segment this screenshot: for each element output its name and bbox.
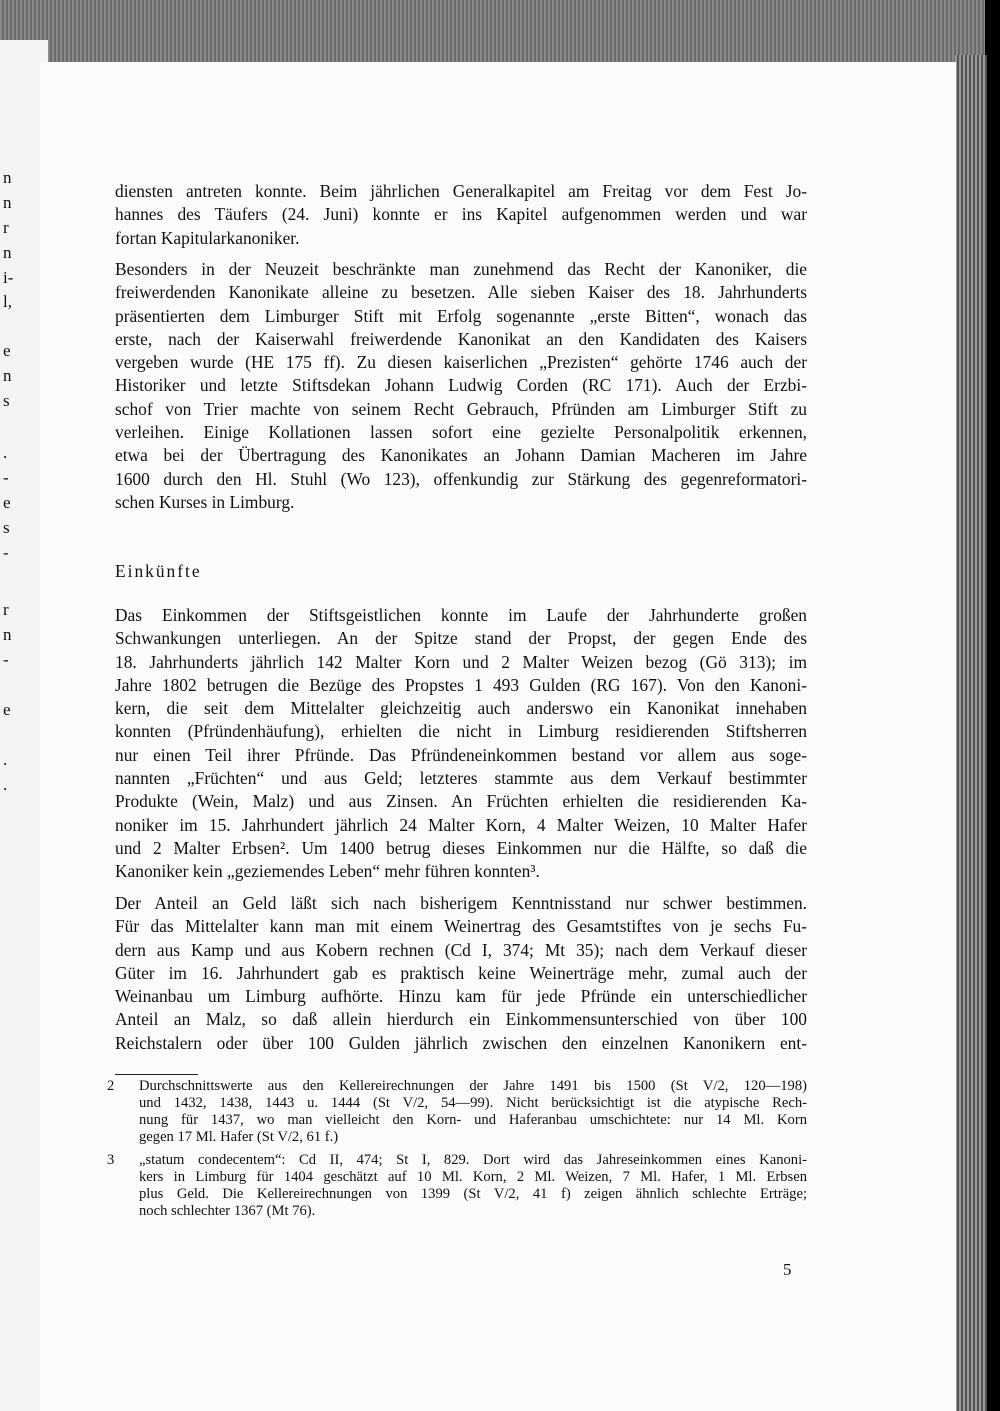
text-line: kern, die seit dem Mittelalter gleichzeitig auch anderswo ein Kanonikat innehaben xyxy=(115,698,807,719)
text-line: nur einen Teil ihrer Pfründe. Das Pfründeneinkommen bestand vor allem aus soge- xyxy=(115,744,807,765)
text-line: Schwankungen unterliegen. An der Spitze stand der Propst, der gegen Ende des xyxy=(115,628,807,649)
text-line: und 2 Malter Erbsen². Um 1400 betrug dieses Einkommen nur die Hälfte, so daß die xyxy=(115,837,807,858)
paragraph xyxy=(115,258,807,514)
section-heading: Einkünfte xyxy=(115,561,202,581)
text-line: Besonders in der Neuzeit beschränkte man zunehmend das Recht der Kanoniker, die xyxy=(115,259,807,279)
left-page-text-fragment: n xyxy=(3,243,12,262)
text-line: verleihen. Einige Kollationen lassen sofort eine gezielte Personalpolitik erkennen, xyxy=(115,422,807,443)
text-line: 1600 durch den Hl. Stuhl (Wo 123), offenkundig zur Stärkung des gegenreformatori- xyxy=(115,468,807,489)
left-page-text-fragment: l, xyxy=(3,292,12,311)
footnote-number: 3 xyxy=(107,1152,115,1168)
text-line: Für das Mittelalter kann man mit einem Weinertrag des Gesamtstiftes von je sechs Fu- xyxy=(115,916,807,937)
left-page-text-fragment: - xyxy=(3,650,9,669)
page-number: 5 xyxy=(783,1260,792,1279)
text-line: Produkte (Wein, Malz) und aus Zinsen. An Früchten erhielten die residierenden Ka- xyxy=(115,791,807,812)
text-line: Der Anteil an Geld läßt sich nach bisherigem Kenntnisstand nur schwer bestimmen. xyxy=(115,893,807,913)
footnote-number: 2 xyxy=(107,1078,115,1094)
text-line: schof von Trier machte von seinem Recht Gebrauch, Pfründen am Limburger Stift zu xyxy=(115,398,807,419)
left-page-text-fragment: r xyxy=(3,218,9,237)
left-page-text-fragment: s xyxy=(3,518,10,537)
text-line: Historiker und letzte Stiftsdekan Johann Ludwig Corden (RC 171). Auch der Erzbi- xyxy=(115,375,807,396)
text-line: diensten antreten konnte. Beim jährlichen Generalkapitel am Freitag vor dem Fest Jo- xyxy=(115,181,807,201)
paragraph xyxy=(115,180,807,250)
text-line: plus Geld. Die Kellereirechnungen von 1399 (St V/2, 41 f) zeigen ähnlich schlechte Erträge; xyxy=(139,1186,807,1202)
left-page-text-fragment: r xyxy=(3,600,9,619)
left-page-text-fragment: - xyxy=(3,543,9,562)
text-line: fortan Kapitularkanoniker. xyxy=(115,227,300,248)
text-line: Anteil an Malz, so daß allein hierdurch ein Einkommensunterschied von über 100 xyxy=(115,1009,807,1030)
paragraph xyxy=(115,892,807,1055)
text-line: gegen 17 Ml. Hafer (St V/2, 61 f.) xyxy=(139,1129,339,1145)
book-top-edge xyxy=(0,0,985,64)
left-page-text-fragment: . xyxy=(3,775,8,794)
text-line: dern aus Kamp und aus Kobern rechnen (Cd I, 374; Mt 35); nach dem Verkauf dieser xyxy=(115,939,807,960)
text-line: noch schlechter 1367 (Mt 76). xyxy=(139,1203,316,1219)
left-page-text-fragment: n xyxy=(3,193,12,212)
left-page-text-fragment: i- xyxy=(3,268,14,287)
left-page-text-fragment: n xyxy=(3,625,12,644)
text-line: Durchschnittswerte aus den Kellereirechnungen der Jahre 1491 bis 1500 (St V/2, 120—198) xyxy=(139,1078,807,1094)
footnote-body xyxy=(139,1152,807,1220)
text-line: 18. Jahrhunderts jährlich 142 Malter Korn und 2 Malter Weizen bezog (Gö 313); im xyxy=(115,651,807,672)
text-line: Kanoniker kein „geziemendes Leben“ mehr führen konnten³. xyxy=(115,861,540,882)
footnote xyxy=(107,1078,807,1146)
text-line: und 1432, 1438, 1443 u. 1444 (St V/2, 54—99). Nicht berücksichtigt ist die atypische Rech- xyxy=(139,1095,807,1111)
text-line: erste, nach der Kaiserwahl freiwerdende Kanonikat an den Kandidaten des Kaisers xyxy=(115,328,807,349)
text-line: noniker im 15. Jahrhundert jährlich 24 Malter Korn, 4 Malter Weizen, 10 Malter Hafer xyxy=(115,814,807,835)
left-page-text-fragment: s xyxy=(3,391,10,410)
text-line: konnten (Pfründenhäufung), erhielten die nicht in Limburg residierenden Stiftsherren xyxy=(115,721,807,742)
text-line: nung für 1437, wo man vielleicht den Korn- und Haferanbau umschichtete: nur 14 Ml. Korn xyxy=(139,1112,807,1128)
paragraph xyxy=(115,604,807,884)
text-line: schen Kurses in Limburg. xyxy=(115,491,295,512)
text-line: hannes des Täufers (24. Juni) konnte er ins Kapitel aufgenommen werden und war xyxy=(115,204,807,225)
text-line: Das Einkommen der Stiftsgeistlichen konnte im Laufe der Jahrhunderte großen xyxy=(115,605,807,625)
text-line: etwa bei der Übertragung des Kanonikates an Johann Damian Macheren im Jahre xyxy=(115,445,807,466)
text-line: freiwerdenden Kanonikate alleine zu besetzen. Alle sieben Kaiser des 18. Jahrhunderts xyxy=(115,282,807,303)
footnote-body xyxy=(139,1078,807,1146)
left-page-text-fragment: . xyxy=(3,750,8,769)
text-line: kers in Limburg für 1404 geschätzt auf 10 Ml. Korn, 2 Ml. Weizen, 7 Ml. Hafer, 1 Ml. Erbsen xyxy=(139,1169,807,1185)
left-page-text-fragment: e xyxy=(3,493,11,512)
text-line: „statum condecentem“: Cd II, 474; St I, 829. Dort wird das Jahreseinkommen eines Kanoni- xyxy=(139,1152,807,1168)
left-page-text-fragment: e xyxy=(3,341,11,360)
text-line: vergeben wurde (HE 175 ff). Zu diesen kaiserlichen „Prezisten“ gehörte 1746 auch der xyxy=(115,352,807,373)
text-line: nannten „Früchten“ und aus Geld; letzteres stammte aus dem Verkauf bestimmter xyxy=(115,768,807,789)
footnote-rule xyxy=(115,1074,198,1075)
left-page-text-fragment: n xyxy=(3,366,12,385)
footnote xyxy=(107,1152,807,1220)
text-line: Reichstalern oder über 100 Gulden jährlich zwischen den einzelnen Kanonikern ent- xyxy=(115,1032,807,1053)
left-page-text-fragment: - xyxy=(3,468,9,487)
text-line: präsentierten dem Limburger Stift mit Erfolg sogenannte „erste Bitten“, wonach das xyxy=(115,305,807,326)
text-line: Jahre 1802 betrugen die Bezüge des Propstes 1 493 Gulden (RG 167). Von den Kanoni- xyxy=(115,674,807,695)
left-page-text-fragment: . xyxy=(3,443,8,462)
text-line: Weinanbau um Limburg aufhörte. Hinzu kam für jede Pfründe ein unterschiedlicher xyxy=(115,986,807,1007)
book-page-edges xyxy=(955,55,987,1411)
left-page-text-fragment: n xyxy=(3,168,12,187)
left-page-text-fragment: e xyxy=(3,700,11,719)
text-line: Güter im 16. Jahrhundert gab es praktisch keine Weinerträge mehr, zumal auch der xyxy=(115,962,807,983)
